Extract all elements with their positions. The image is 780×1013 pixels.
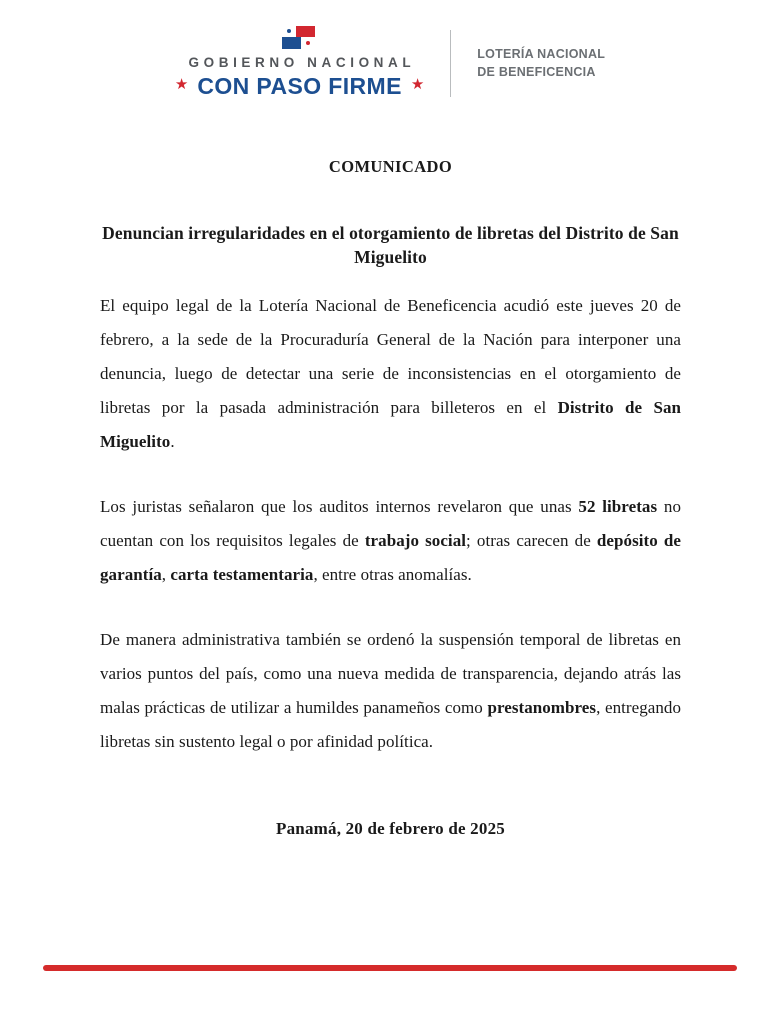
flag-quadrant-bottom-left [282, 37, 301, 49]
government-slogan: CON PASO FIRME [197, 72, 402, 99]
logo-lockup [175, 26, 605, 99]
body-text: De manera administrativa también se ordenó la suspensión temporal de libretas en varios puntos del país, como una nueva medida de transparencia, dejando atrás las malas prácticas de utilizar a humildes panameños como [100, 630, 681, 718]
document-header [0, 0, 780, 99]
body-text: El equipo legal de la Lotería Nacional de Beneficencia acudió este jueves 20 de febrero, a la sede de la Procuraduría General de la Nación para interponer una denuncia, luego de detectar una serie de inconsistencias en el otorgamiento de libretas por la pasada administración para billeteros en el [100, 296, 681, 418]
paragraph-p2 [100, 490, 681, 592]
government-slogan-row [175, 74, 424, 99]
flag-quadrant-top-right [296, 26, 315, 37]
body-text: no cuentan con los requisitos legales de [100, 497, 681, 551]
body-text: , entregando libretas sin sustento legal o por afinidad política. [100, 698, 681, 752]
footer-red-rule [43, 965, 737, 971]
star-left-icon: ★ [174, 77, 189, 94]
paragraph-list [100, 289, 681, 759]
emphasis-text: depósito de garantía [100, 531, 681, 585]
page-title: Denuncian irregularidades en el otorgamiento de libretas del Distrito de San Miguelito [102, 223, 679, 268]
emphasis-text: prestanombres [487, 698, 597, 718]
document-signoff: Panamá, 20 de febrero de 2025 [276, 819, 505, 839]
body-text: . [170, 432, 175, 452]
government-name: GOBIERNO NACIONAL [188, 55, 416, 70]
paragraph-p3 [100, 623, 681, 759]
lottery-name-line2: DE BENEFICENCIA [477, 64, 596, 79]
lottery-brand-block [451, 44, 605, 82]
body-text: , [161, 565, 171, 585]
body-text: , entre otras anomalías. [313, 565, 472, 585]
paragraph-p1 [100, 289, 681, 459]
star-right-icon: ★ [410, 77, 425, 94]
emphasis-text: trabajo social [364, 531, 467, 551]
panama-flag-icon [282, 26, 322, 52]
government-brand-block [175, 26, 450, 99]
flag-star-blue-icon [287, 29, 291, 33]
lottery-name-line1: LOTERÍA NACIONAL [477, 46, 606, 61]
emphasis-text: 52 libretas [578, 497, 658, 517]
flag-star-red-icon [306, 41, 310, 45]
body-text: Los juristas señalaron que los auditos internos revelaron que unas [100, 497, 579, 517]
document-kicker: COMUNICADO [328, 157, 453, 177]
emphasis-text: carta testamentaria [170, 565, 314, 585]
document-body [0, 157, 780, 839]
emphasis-text: Distrito de San Miguelito [100, 398, 681, 452]
body-text: ; otras carecen de [466, 531, 597, 551]
